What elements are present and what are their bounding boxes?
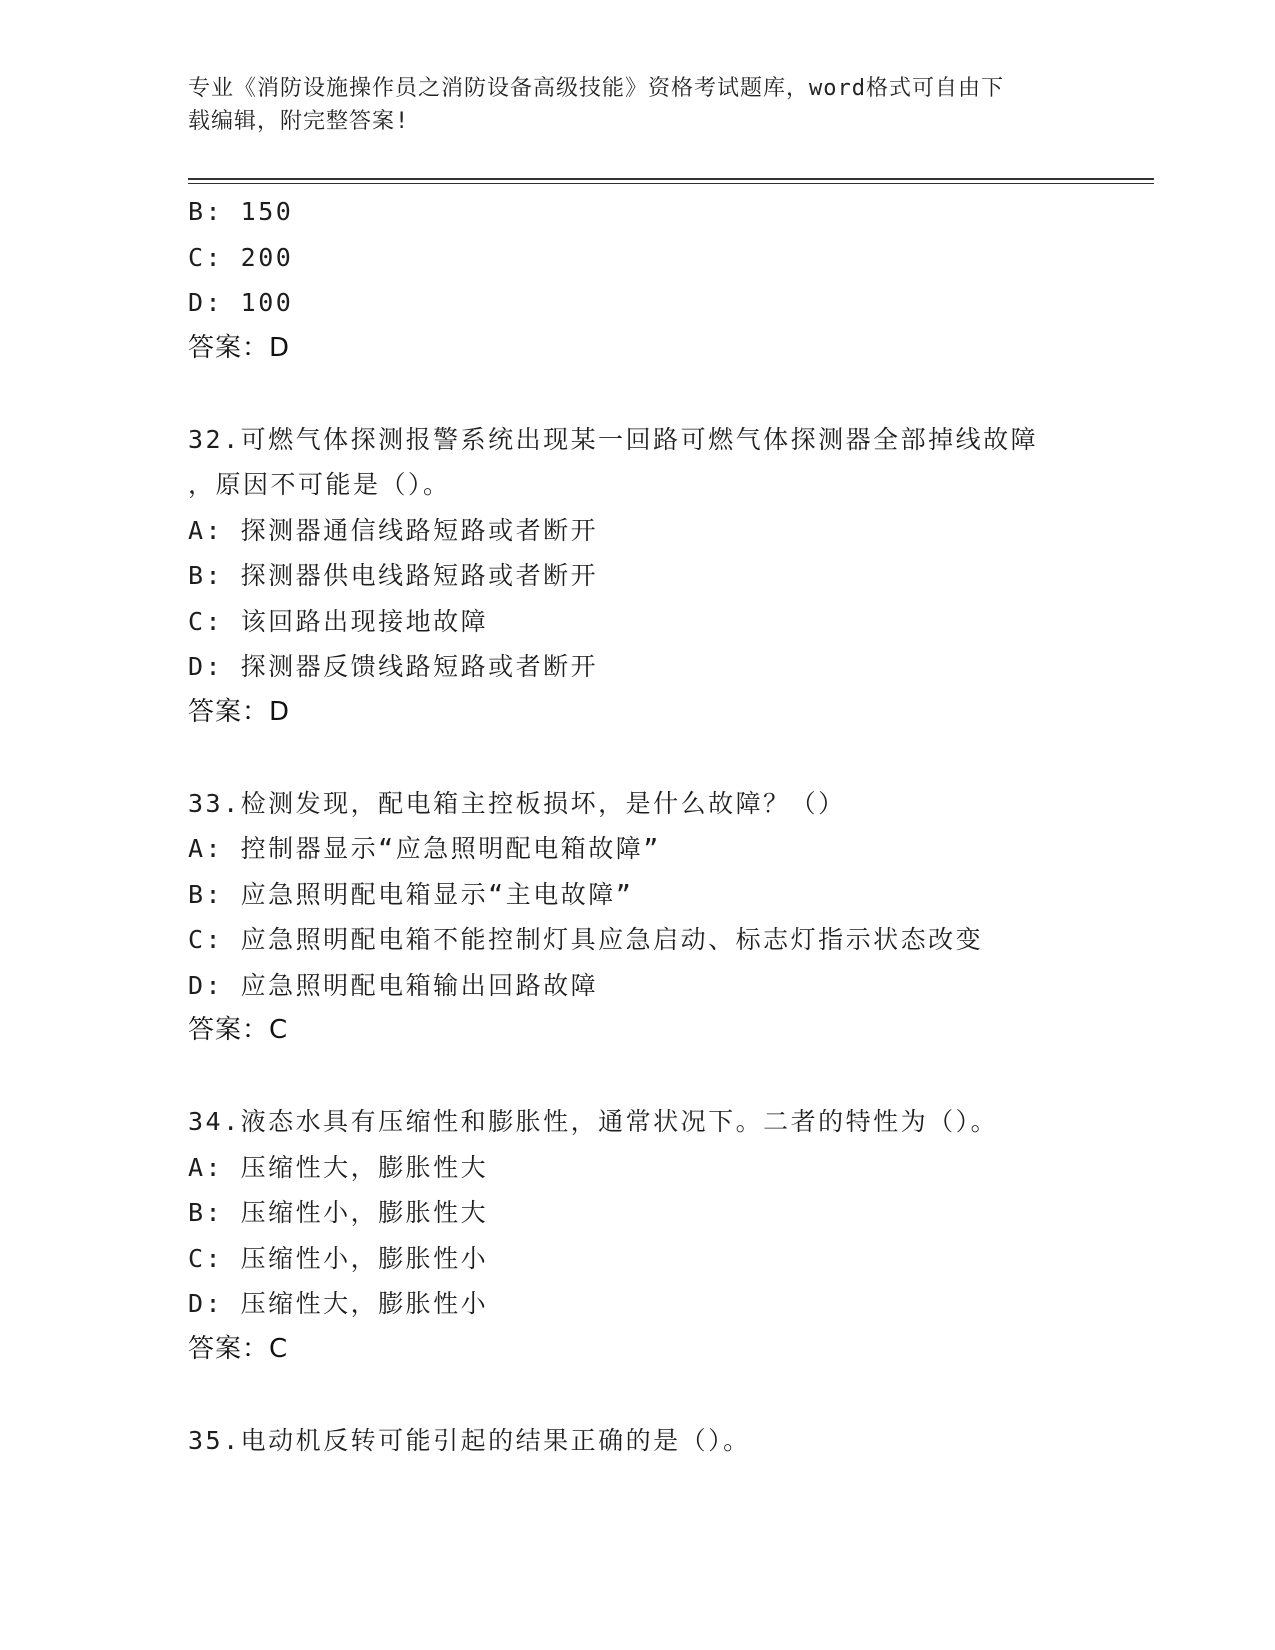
spacer: [188, 735, 1148, 781]
question-stem: 35.电动机反转可能引起的结果正确的是（）。: [188, 1425, 751, 1455]
spacer: [188, 1054, 1148, 1100]
header-divider-thick: [188, 178, 1154, 180]
answer-line: 答案：C: [188, 1333, 289, 1364]
spacer: [188, 1372, 1148, 1418]
option-d: D: 应急照明配电箱输出回路故障: [188, 970, 599, 1000]
question-stem: ，原因不可能是（）。: [188, 470, 451, 499]
option-d: D: 压缩性大，膨胀性小: [188, 1289, 489, 1318]
question-32: [188, 417, 1148, 736]
option-b: B: 压缩性小，膨胀性大: [188, 1198, 489, 1227]
answer-line: 答案：D: [188, 332, 291, 363]
question-stem: 34.液态水具有压缩性和膨胀性，通常状况下。二者的特性为（）。: [188, 1107, 999, 1136]
header-divider-thin: [188, 183, 1154, 184]
option-d: D: 100: [188, 288, 294, 317]
option-a: A: 压缩性大，膨胀性大: [188, 1152, 489, 1182]
option-c: C: 应急照明配电箱不能控制灯具应急启动、标志灯指示状态改变: [188, 925, 984, 954]
option-b: B: 应急照明配电箱显示“主电故障”: [188, 879, 634, 909]
answer-line: 答案：C: [188, 1015, 289, 1045]
question-34: [188, 1099, 1148, 1372]
spacer: [188, 371, 1148, 417]
question-35: [188, 1418, 1148, 1464]
option-c: C: 200: [188, 242, 294, 272]
question-stem: 33.检测发现，配电箱主控板损坏，是什么故障？（）: [188, 788, 846, 818]
header-line-1: 专业《消防设施操作员之消防设备高级技能》资格考试题库，word格式可自由下: [188, 76, 1004, 101]
document-body: [188, 189, 1148, 1463]
option-c: C: 压缩性小，膨胀性小: [188, 1243, 489, 1273]
question-stem: 32.可燃气体探测报警系统出现某一回路可燃气体探测器全部掉线故障: [188, 424, 1039, 454]
document-header: [188, 72, 1088, 138]
option-b: B: 150: [188, 197, 294, 226]
header-line-2: 载编辑，附完整答案!: [188, 109, 410, 134]
option-a: A: 探测器通信线路短路或者断开: [188, 515, 599, 545]
option-c: C: 该回路出现接地故障: [188, 606, 489, 636]
option-b: B: 探测器供电线路短路或者断开: [188, 561, 599, 590]
answer-line: 答案：D: [188, 696, 291, 727]
continued-question: [188, 189, 1148, 371]
option-d: D: 探测器反馈线路短路或者断开: [188, 652, 599, 681]
option-a: A: 控制器显示“应急照明配电箱故障”: [188, 834, 661, 863]
question-33: [188, 781, 1148, 1054]
